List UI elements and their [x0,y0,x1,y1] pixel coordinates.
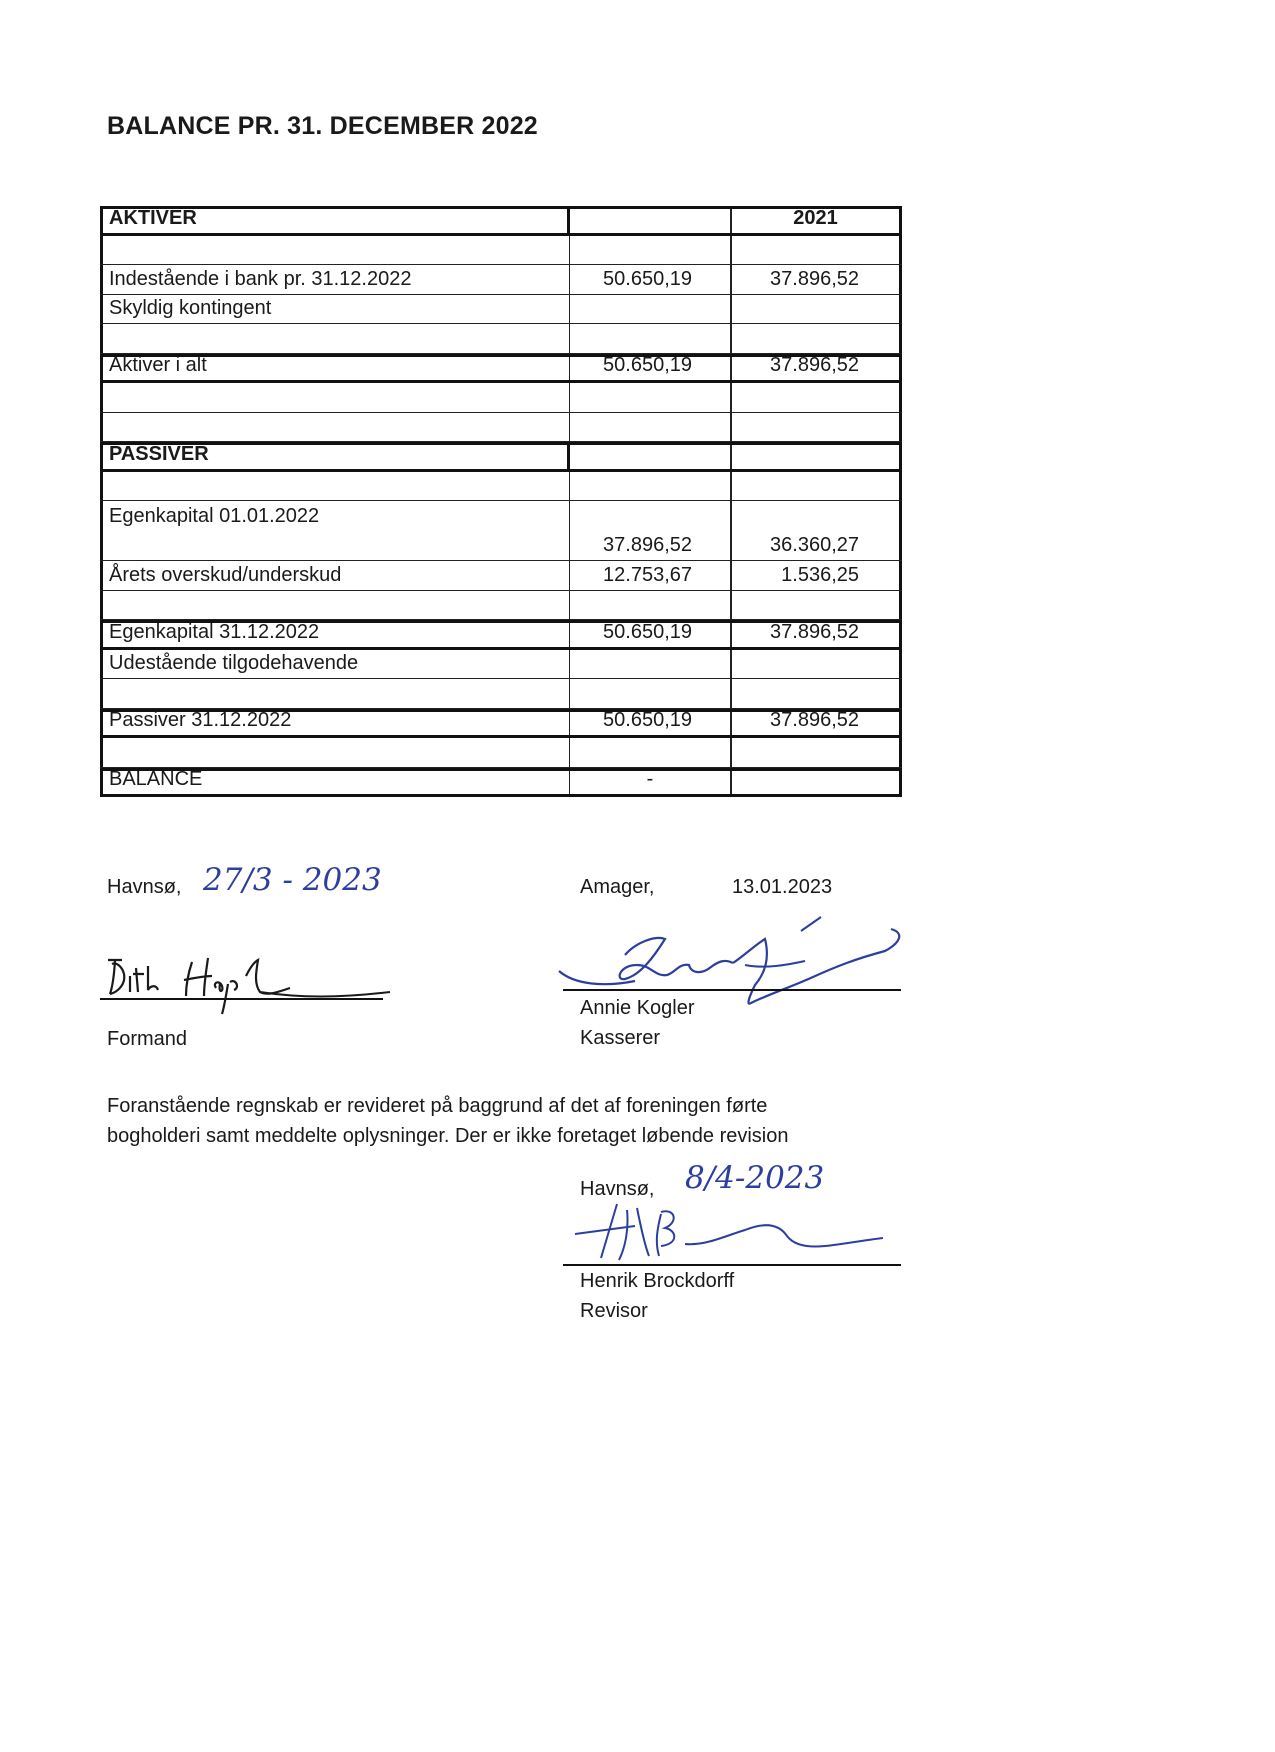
audit-statement [107,1091,867,1151]
date-amager: 13.01.2023 [732,876,833,898]
value-2022: - [570,771,732,795]
table-row [100,295,902,325]
value-2021: 36.360,27 [732,501,902,560]
name-annie-kogler: Annie Kogler [580,997,695,1019]
table-row [100,324,902,354]
name-henrik-brockdorff: Henrik Brockdorff [580,1270,735,1292]
table-row [100,265,902,295]
value-2022: 50.650,19 [570,623,732,647]
signature-line-right [563,989,901,991]
place-havnso: Havnsø, [107,876,182,898]
handwritten-date-auditor: 8/4-2023 [685,1160,825,1196]
value-2022: 50.650,19 [570,712,732,736]
role-formand: Formand [107,1028,188,1050]
table-row [100,561,902,591]
row-label: BALANCE [100,771,570,795]
value-2021: 37.896,52 [732,712,902,736]
signature-line-auditor [563,1264,901,1266]
table-row [100,501,902,561]
column-header-2021: 2021 [732,209,902,233]
value-2022: 37.896,52 [570,501,732,560]
row-label: Årets overskud/underskud [100,561,570,590]
table-row [100,768,902,798]
table-row [100,472,902,502]
place-havnso-auditor: Havnsø, [580,1178,655,1200]
audit-line-2: bogholderi samt meddelte oplysninger. Der er ikke foretaget løbende revision [107,1125,789,1147]
audit-line-1: Foranstående regnskab er revideret på baggrund af det af foreningen førte [107,1095,768,1117]
table-row [100,620,902,650]
table-row [100,354,902,384]
handwritten-date: 27/3 - 2023 [203,862,382,898]
row-label: Indestående i bank pr. 31.12.2022 [100,265,570,294]
row-label: Udestående tilgodehavende [100,650,570,679]
row-label: Aktiver i alt [100,357,570,381]
page-title: BALANCE PR. 31. DECEMBER 2022 [107,112,538,140]
table-row [100,413,902,443]
signature-henrik-brockdorff [565,1200,885,1270]
section-heading-passiver: PASSIVER [100,445,570,469]
table-row [100,709,902,739]
value-2022: 50.650,19 [570,265,732,294]
table-row [100,236,902,266]
value-2022: 50.650,19 [570,357,732,381]
table-row [100,383,902,413]
table-row [100,206,902,236]
table-row [100,738,902,768]
role-revisor: Revisor [580,1300,648,1322]
signature-ditte-hagel [100,948,400,1018]
value-2021: 1.536,25 [732,561,902,590]
row-label: Egenkapital 01.01.2022 [100,501,570,560]
signature-line-left [100,998,383,1000]
value-2021: 37.896,52 [732,357,902,381]
row-label: Passiver 31.12.2022 [100,712,570,736]
value-2021: 37.896,52 [732,265,902,294]
row-label: Skyldig kontingent [100,295,570,324]
value-2022: 12.753,67 [570,561,732,590]
table-row [100,650,902,680]
table-row [100,591,902,621]
role-kasserer: Kasserer [580,1027,661,1049]
table-row [100,679,902,709]
row-label: Egenkapital 31.12.2022 [100,623,570,647]
balance-table [100,206,902,797]
section-heading-aktiver: AKTIVER [100,209,570,233]
value-2021: 37.896,52 [732,623,902,647]
table-row [100,442,902,472]
place-amager: Amager, [580,876,655,898]
